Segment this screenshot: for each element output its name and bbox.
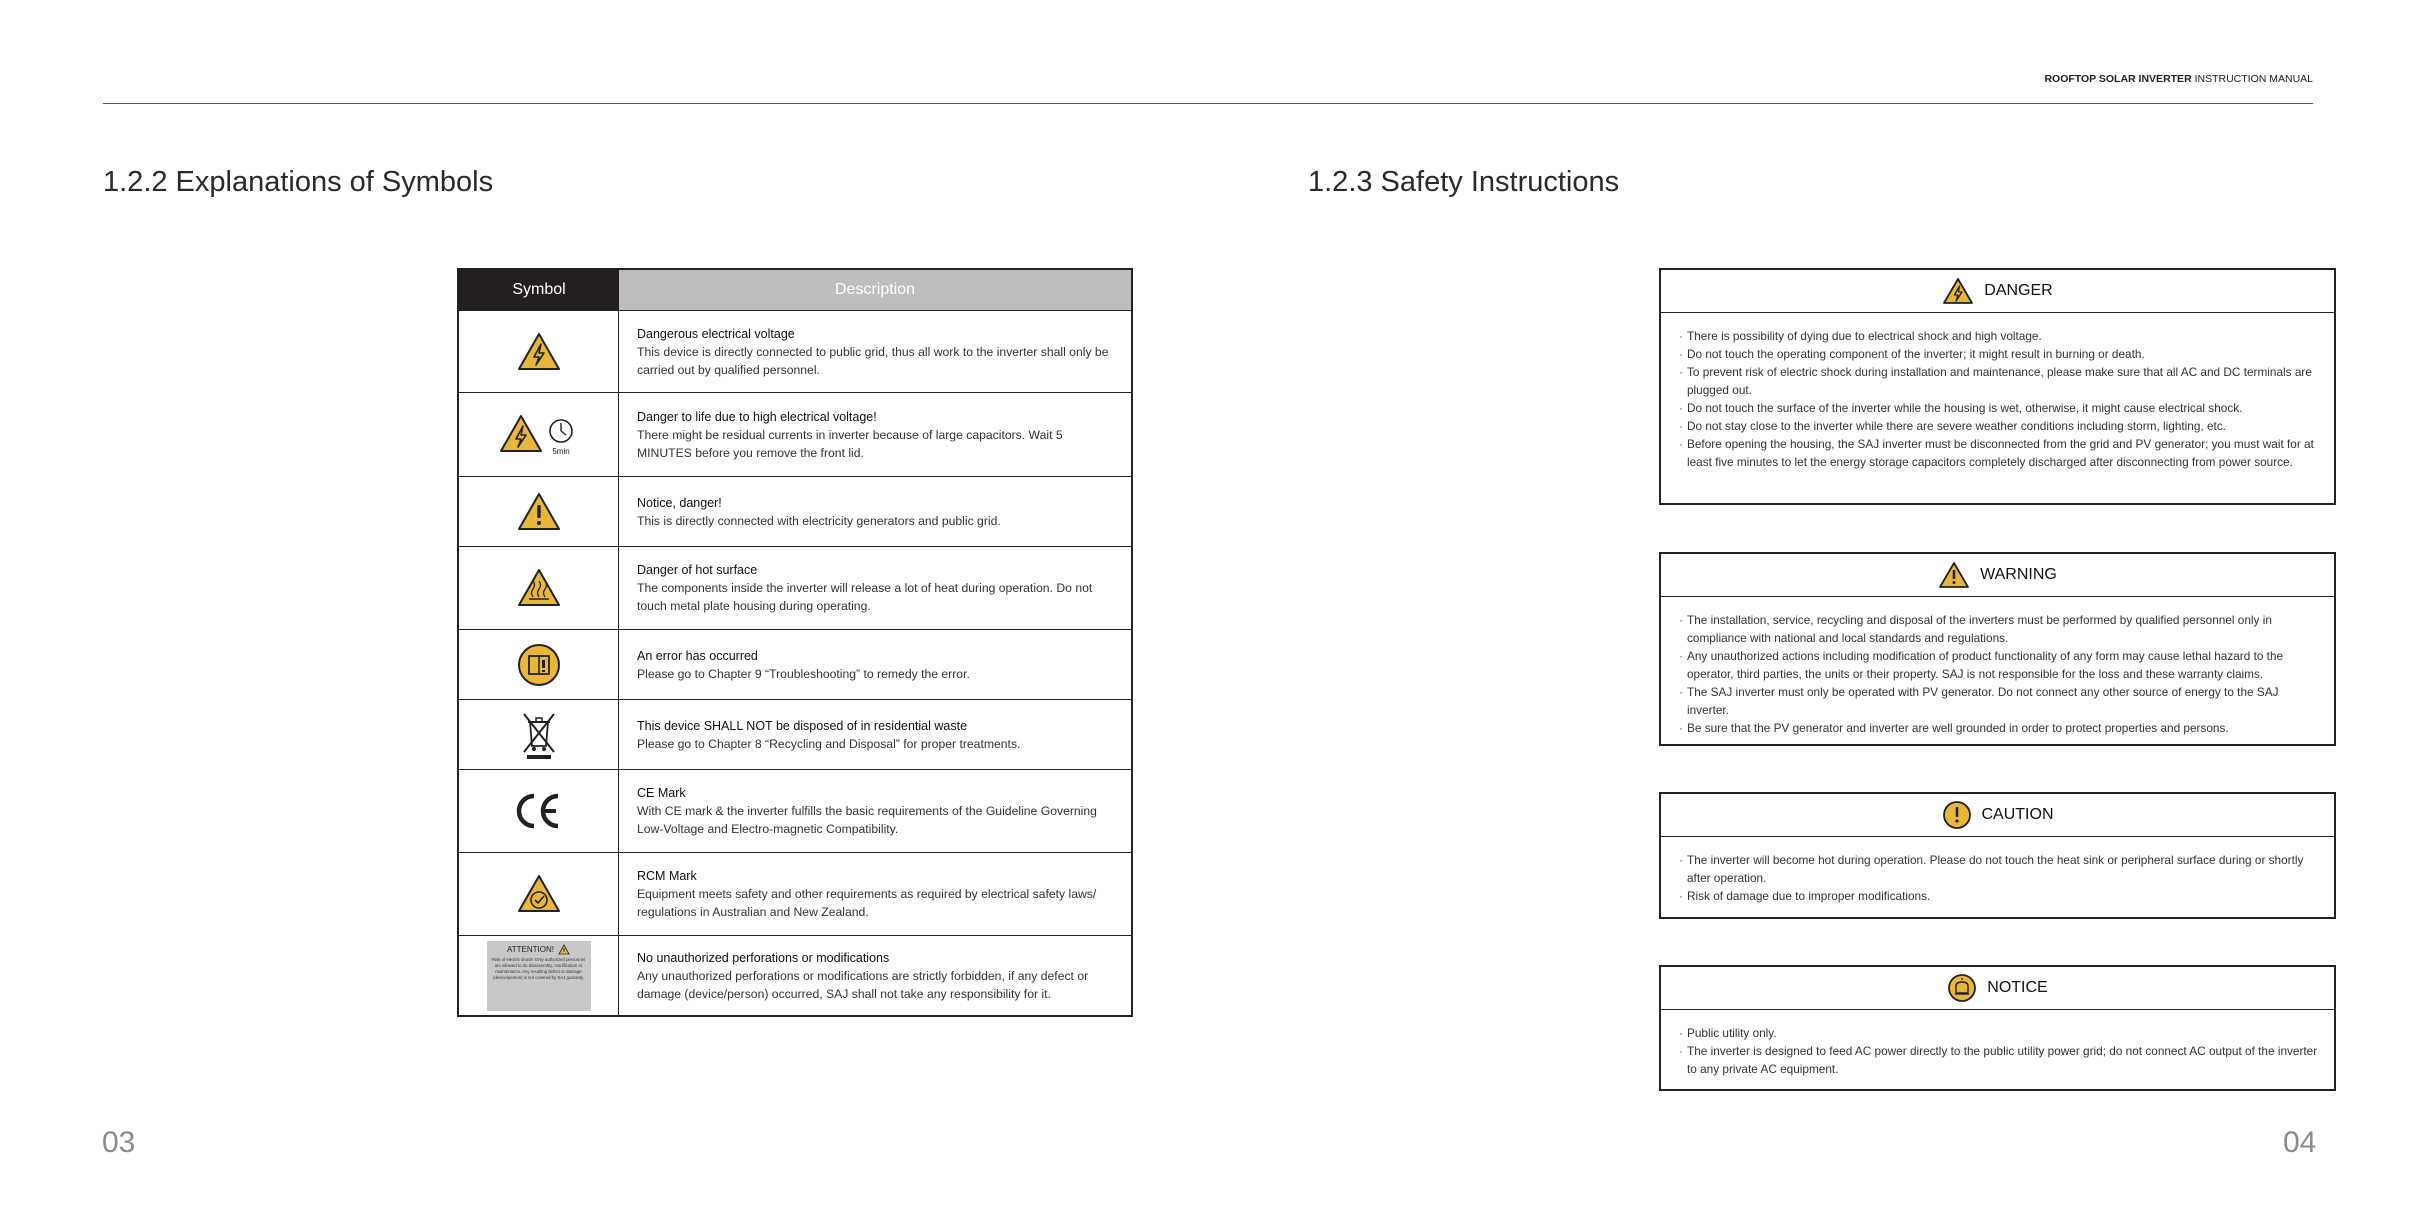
description-cell bbox=[619, 936, 1131, 1015]
description-cell bbox=[619, 700, 1131, 769]
description-cell bbox=[619, 393, 1131, 476]
hot-surface-icon bbox=[517, 568, 561, 608]
list-item: · Public utility only. bbox=[1679, 1024, 2320, 1042]
danger-header bbox=[1661, 270, 2334, 313]
attention-label-icon bbox=[487, 941, 591, 1011]
description-cell bbox=[619, 630, 1131, 699]
row-title: RCM Mark bbox=[637, 869, 697, 883]
row-title: This device SHALL NOT be disposed of in residential waste bbox=[637, 718, 968, 733]
notice-list bbox=[1661, 1010, 2334, 1078]
description-cell bbox=[619, 770, 1131, 852]
table-row bbox=[459, 699, 1131, 769]
row-text: The components inside the inverter will release a lot of heat during operation. Do not touch metal plate housing during operating. bbox=[637, 581, 1093, 613]
notice-label: NOTICE bbox=[1987, 979, 2048, 996]
description-cell bbox=[619, 477, 1131, 546]
running-header: ROOFTOP SOLAR INVERTER INSTRUCTION MANUAL bbox=[2044, 73, 2313, 85]
table-row bbox=[459, 476, 1131, 546]
row-text: Please go to Chapter 8 “Recycling and Disposal” for proper treatments. bbox=[637, 736, 1021, 751]
caution-label: CAUTION bbox=[1981, 806, 2054, 823]
page-title-safety: 1.2.3 Safety Instructions bbox=[1308, 166, 1620, 198]
list-item: · There is possibility of dying due to electrical shock and high voltage. bbox=[1679, 327, 2320, 345]
symbol-cell bbox=[459, 700, 619, 769]
row-text: Any unauthorized perforations or modifications are strictly forbidden, if any defect or damage (device/person) occurred, SAJ shall not take any responsibility for it. bbox=[637, 968, 1089, 1001]
timer-label: 5min bbox=[551, 446, 570, 456]
exclamation-warning-icon bbox=[517, 492, 561, 532]
row-title: Notice, danger! bbox=[637, 495, 722, 510]
row-text: With CE mark & the inverter fulfills the basic requirements of the Guideline Governing Low-Voltage and Electro-magnetic Compatibility. bbox=[637, 804, 1097, 836]
small-warning-icon bbox=[558, 944, 570, 955]
caution-header bbox=[1661, 794, 2334, 837]
table-row bbox=[459, 629, 1131, 699]
warning-list bbox=[1661, 597, 2334, 737]
list-item: · The inverter is designed to feed AC power directly to the public utility power grid; do not connect AC output of the inverter to any private AC equipment. bbox=[1679, 1042, 2320, 1078]
table-row bbox=[459, 392, 1131, 476]
table-row bbox=[459, 310, 1131, 392]
symbol-cell bbox=[459, 477, 619, 546]
row-title: Danger to life due to high electrical voltage! bbox=[637, 409, 877, 424]
notice-header bbox=[1661, 967, 2334, 1010]
row-title: Dangerous electrical voltage bbox=[637, 326, 795, 341]
list-item: · Before opening the housing, the SAJ inverter must be disconnected from the grid and PV generator; you must wait for at least five minutes to let the energy storage capacitors completely discharged after disconnecting from power source. bbox=[1679, 435, 2320, 471]
list-item: · Do not touch the operating component of the inverter; it might result in burning or death. bbox=[1679, 345, 2320, 363]
list-item: · The SAJ inverter must only be operated with PV generator. Do not connect any other source of energy to the SAJ inverter. bbox=[1679, 683, 2320, 719]
column-header-description: Description bbox=[619, 270, 1131, 310]
symbol-cell bbox=[459, 547, 619, 629]
caution-list bbox=[1661, 837, 2334, 905]
rcm-mark-icon bbox=[517, 874, 561, 914]
list-item: · The inverter will become hot during operation. Please do not touch the heat sink or peripheral surface during or shortly after operation. bbox=[1679, 851, 2320, 887]
ce-mark-icon bbox=[514, 791, 564, 831]
notice-icon bbox=[1947, 973, 1977, 1003]
list-item: · The installation, service, recycling and disposal of the inverters must be performed by qualified personnel only in compliance with national and local standards and regulations. bbox=[1679, 611, 2320, 647]
row-text: This device is directly connected to public grid, thus all work to the inverter shall only be carried out by qualified personnel. bbox=[637, 344, 1109, 377]
description-cell bbox=[619, 311, 1131, 392]
table-row bbox=[459, 769, 1131, 852]
symbol-cell bbox=[459, 770, 619, 852]
column-header-symbol: Symbol bbox=[459, 270, 619, 310]
row-title: CE Mark bbox=[637, 786, 686, 800]
list-item: · Do not stay close to the inverter while there are severe weather conditions including storm, lighting, etc. bbox=[1679, 417, 2320, 435]
warning-icon bbox=[1938, 561, 1970, 589]
description-cell bbox=[619, 853, 1131, 935]
row-text: Equipment meets safety and other requirements as required by electrical safety laws/ regulations in Australian and New Zealand. bbox=[637, 887, 1097, 919]
caution-icon bbox=[1942, 800, 1972, 830]
warning-header bbox=[1661, 554, 2334, 597]
row-text: Please go to Chapter 9 “Troubleshooting” to remedy the error. bbox=[637, 666, 970, 681]
table-row bbox=[459, 546, 1131, 629]
symbol-cell bbox=[459, 393, 619, 476]
header-divider bbox=[103, 103, 2313, 104]
danger-icon bbox=[1942, 277, 1974, 305]
high-voltage-5min-icon bbox=[499, 413, 579, 457]
list-item: · Do not touch the surface of the inverter while the housing is wet, otherwise, it might cause electrical shock. bbox=[1679, 399, 2320, 417]
row-title: Danger of hot surface bbox=[637, 563, 758, 577]
list-item: · Be sure that the PV generator and inverter are well grounded in order to protect properties and persons. bbox=[1679, 719, 2320, 737]
danger-list bbox=[1661, 313, 2334, 471]
error-manual-icon bbox=[517, 643, 561, 687]
row-text: This is directly connected with electricity generators and public grid. bbox=[637, 513, 1001, 528]
symbol-cell bbox=[459, 936, 619, 1015]
symbols-table bbox=[457, 268, 1133, 1017]
list-item: · Any unauthorized actions including modification of product functionality of any form may cause lethal hazard to the operator, third parties, the units or their property. SAJ is not responsible for the loss and these warranty claims. bbox=[1679, 647, 2320, 683]
attention-title: ATTENTION! bbox=[507, 944, 570, 955]
warning-label: WARNING bbox=[1980, 566, 2057, 583]
attention-body: Risk of electric shock! Only authorized personnel are allowed to do disassembly, modification or maintenance. Any resulting defect or damage (device/person) is not covered by SAJ guaranty. bbox=[492, 956, 585, 980]
row-title: No unauthorized perforations or modifications bbox=[637, 950, 890, 965]
list-item: · To prevent risk of electric shock during installation and maintenance, please make sure that all AC and DC terminals are plugged out. bbox=[1679, 363, 2320, 399]
table-row bbox=[459, 852, 1131, 935]
symbol-cell bbox=[459, 311, 619, 392]
danger-label: DANGER bbox=[1984, 282, 2053, 299]
row-text: There might be residual currents in inverter because of large capacitors. Wait 5 MINUTES before you remove the front lid. bbox=[637, 427, 1063, 460]
symbol-cell bbox=[459, 853, 619, 935]
weee-crossed-bin-icon bbox=[519, 710, 559, 760]
warning-box bbox=[1659, 552, 2336, 746]
table-row bbox=[459, 935, 1131, 1015]
electrical-voltage-warning-icon bbox=[517, 332, 561, 372]
page-title-symbols: 1.2.2 Explanations of Symbols bbox=[103, 166, 494, 198]
notice-box bbox=[1659, 965, 2336, 1091]
danger-box bbox=[1659, 268, 2336, 505]
list-item: · Risk of damage due to improper modifications. bbox=[1679, 887, 2320, 905]
symbol-cell bbox=[459, 630, 619, 699]
table-header bbox=[459, 270, 1131, 310]
page-number-left: 03 bbox=[102, 1126, 136, 1159]
caution-box bbox=[1659, 792, 2336, 919]
description-cell bbox=[619, 547, 1131, 629]
row-title: An error has occurred bbox=[637, 648, 758, 663]
page-number-right: 04 bbox=[2283, 1126, 2317, 1159]
